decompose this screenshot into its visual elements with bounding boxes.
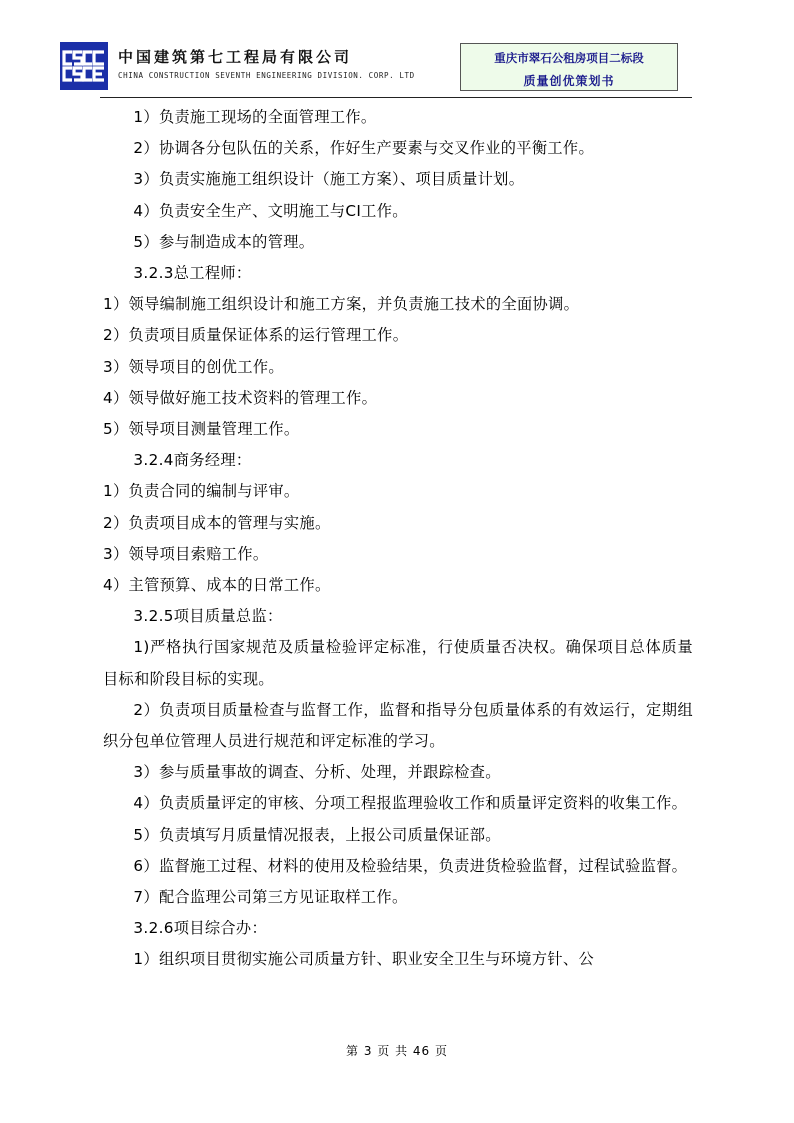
header-divider [100,97,692,98]
paragraph: 1）负责合同的编制与评审。 [103,482,300,501]
project-title-box [460,43,678,91]
project-name: 重庆市翠石公租房项目二标段 [494,51,644,65]
document-title: 质量创优策划书 [523,74,615,88]
paragraph: 1）领导编制施工组织设计和施工方案，并负责施工技术的全面协调。 [103,295,580,314]
company-name-en: CHINA CONSTRUCTION SEVENTH ENGINEERING DIVISION. CORP. LTD [118,71,415,80]
paragraph: 4）主管预算、成本的日常工作。 [103,576,331,595]
paragraph: 6）监督施工过程、材料的使用及检验结果，负责进货检验监督，过程试验监督。 [133,856,688,875]
section-heading: 3.2.6项目综合办： [133,919,268,938]
document-body [103,102,693,976]
paragraph: 3）领导项目索赔工作。 [103,544,269,563]
paragraph: 1）负责施工现场的全面管理工作。 [133,108,377,126]
paragraph: 5）负责填写月质量情况报表，上报公司质量保证部。 [133,825,501,844]
paragraph: 1)严格执行国家规范及质量检验评定标准，行使质量否决权。确保项目总体质量目标和阶段目标的实现。 [103,638,693,688]
paragraph: 3）负责实施施工组织设计（施工方案）、项目质量计划。 [133,170,525,189]
cscec-logo-graphic [62,46,106,86]
company-name-cn: 中国建筑第七工程局有限公司 [118,48,353,66]
section-heading: 3.2.3总工程师： [133,264,252,283]
paragraph: 7）配合监理公司第三方见证取样工作。 [133,888,408,907]
paragraph: 4）领导做好施工技术资料的管理工作。 [103,388,378,407]
paragraph: 1）组织项目贯彻实施公司质量方针、职业安全卫生与环境方针、公 [133,950,594,969]
paragraph: 3）领导项目的创优工作。 [103,357,284,376]
paragraph: 4）负责质量评定的审核、分项工程报监理验收工作和质量评定资料的收集工作。 [133,794,688,813]
section-heading: 3.2.4商务经理： [133,451,252,470]
paragraph: 5）领导项目测量管理工作。 [103,420,300,439]
paragraph: 5）参与制造成本的管理。 [133,232,315,251]
page-header [60,40,692,98]
paragraph: 3）参与质量事故的调查、分析、处理，并跟踪检查。 [133,763,501,782]
page-number: 第 3 页 共 46 页 [346,1044,448,1058]
section-heading: 3.2.5项目质量总监： [133,607,283,626]
cscec-logo-icon [60,42,108,90]
paragraph: 2）负责项目质量保证体系的运行管理工作。 [103,326,409,345]
paragraph: 2）协调各分包队伍的关系，作好生产要素与交叉作业的平衡工作。 [133,139,594,158]
paragraph: 2）负责项目成本的管理与实施。 [103,513,331,532]
paragraph: 2）负责项目质量检查与监督工作，监督和指导分包质量体系的有效运行，定期组织分包单位管理人员进行规范和评定标准的学习。 [103,700,693,751]
paragraph: 4）负责安全生产、文明施工与CI工作。 [133,201,408,220]
